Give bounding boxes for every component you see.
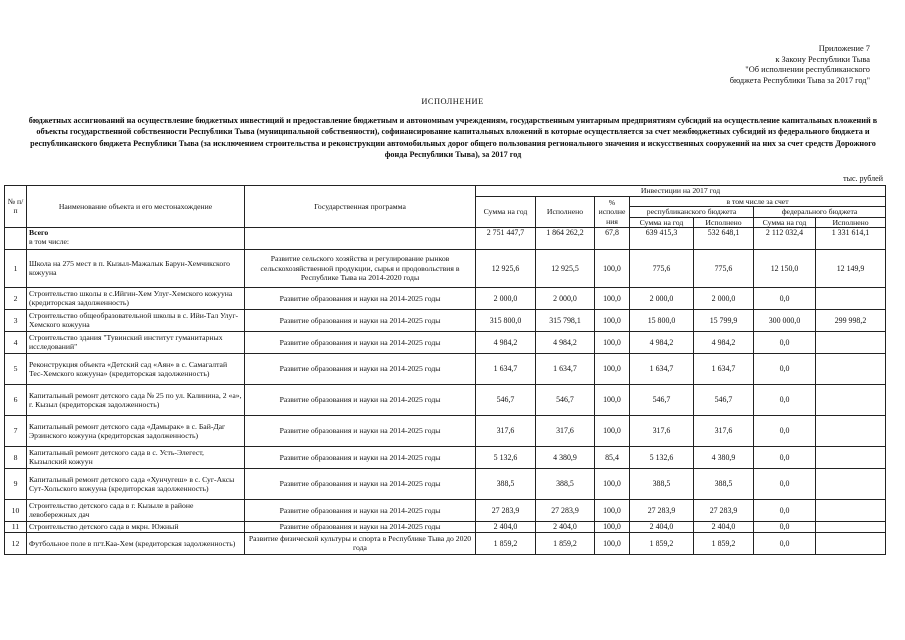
row-sum: 317,6 xyxy=(476,415,536,446)
row-fed-sum: 0,0 xyxy=(754,468,816,499)
row-program: Развитие образования и науки на 2014-2025 годы xyxy=(245,353,476,384)
row-pct: 100,0 xyxy=(595,415,630,446)
row-fed-exec xyxy=(816,532,886,554)
row-pct: 100,0 xyxy=(595,384,630,415)
row-sum: 4 984,2 xyxy=(476,331,536,353)
row-fed-sum: 0,0 xyxy=(754,499,816,521)
row-pct: 100,0 xyxy=(595,499,630,521)
row-rep-sum: 27 283,9 xyxy=(630,499,694,521)
document-title: ИСПОЛНЕНИЕ xyxy=(421,97,484,106)
row-fed-sum: 12 150,0 xyxy=(754,249,816,287)
row-rep-sum: 546,7 xyxy=(630,384,694,415)
header-fed-budget: федерального бюджета xyxy=(754,207,886,217)
row-num: 4 xyxy=(5,331,27,353)
investment-table xyxy=(4,185,886,555)
row-program: Развитие образования и науки на 2014-2025 годы xyxy=(245,309,476,331)
row-name: Капитальный ремонт детского сада «Хунчугеш» в с. Суг-Аксы Сут-Хольского кожууна (кредиторская задолженность) xyxy=(27,468,245,499)
row-sum: 2 000,0 xyxy=(476,287,536,309)
row-program: Развитие физической культуры и спорта в Республике Тыва до 2020 года xyxy=(245,532,476,554)
row-pct: 100,0 xyxy=(595,287,630,309)
header-rep-exec: Исполнено xyxy=(694,217,754,227)
row-sum: 546,7 xyxy=(476,384,536,415)
row-num: 7 xyxy=(5,415,27,446)
row-exec: 315 798,1 xyxy=(536,309,595,331)
row-num: 3 xyxy=(5,309,27,331)
row-rep-exec: 4 380,9 xyxy=(694,446,754,468)
table-row xyxy=(5,309,886,331)
row-fed-sum: 0,0 xyxy=(754,384,816,415)
total-sum: 2 751 447,7 xyxy=(476,227,536,249)
header-name: Наименование объекта и его местонахождение xyxy=(27,186,245,228)
row-num: 8 xyxy=(5,446,27,468)
table-row xyxy=(5,384,886,415)
row-fed-exec xyxy=(816,521,886,532)
row-rep-exec: 388,5 xyxy=(694,468,754,499)
header-percent: % исполне ния xyxy=(595,197,630,228)
row-exec: 2 404,0 xyxy=(536,521,595,532)
table-row xyxy=(5,521,886,532)
row-rep-sum: 2 000,0 xyxy=(630,287,694,309)
row-program: Развитие образования и науки на 2014-2025 годы xyxy=(245,521,476,532)
row-rep-exec: 27 283,9 xyxy=(694,499,754,521)
total-row xyxy=(5,227,886,249)
appendix-line: Приложение 7 xyxy=(818,44,870,53)
row-rep-exec: 1 634,7 xyxy=(694,353,754,384)
row-exec: 388,5 xyxy=(536,468,595,499)
row-name: Строительство детского сада в г. Кызыле в районе левобережных дач xyxy=(27,499,245,521)
total-rep-sum: 639 415,3 xyxy=(630,227,694,249)
row-num: 1 xyxy=(5,249,27,287)
table-row xyxy=(5,353,886,384)
header-sum: Сумма на год xyxy=(476,197,536,228)
row-program: Развитие образования и науки на 2014-2025 годы xyxy=(245,415,476,446)
row-program: Развитие образования и науки на 2014-2025 годы xyxy=(245,446,476,468)
row-sum: 315 800,0 xyxy=(476,309,536,331)
row-num: 6 xyxy=(5,384,27,415)
row-rep-exec: 775,6 xyxy=(694,249,754,287)
header-including: в том числе за счет xyxy=(630,197,886,207)
row-pct: 100,0 xyxy=(595,353,630,384)
row-rep-exec: 1 859,2 xyxy=(694,532,754,554)
row-fed-sum: 0,0 xyxy=(754,331,816,353)
row-num: 12 xyxy=(5,532,27,554)
row-sum: 2 404,0 xyxy=(476,521,536,532)
row-fed-sum: 0,0 xyxy=(754,287,816,309)
table-row xyxy=(5,532,886,554)
appendix-line: к Закону Республики Тыва xyxy=(775,54,870,64)
header-rep-budget: республиканского бюджета xyxy=(630,207,754,217)
total-fed-exec: 1 331 614,1 xyxy=(816,227,886,249)
row-rep-sum: 15 800,0 xyxy=(630,309,694,331)
row-rep-exec: 4 984,2 xyxy=(694,331,754,353)
row-num: 11 xyxy=(5,521,27,532)
table-row xyxy=(5,499,886,521)
row-pct: 100,0 xyxy=(595,309,630,331)
total-label-cell xyxy=(27,227,245,249)
row-pct: 100,0 xyxy=(595,521,630,532)
row-exec: 27 283,9 xyxy=(536,499,595,521)
appendix-line: "Об исполнении республиканского xyxy=(745,65,870,74)
row-num: 9 xyxy=(5,468,27,499)
row-rep-exec: 15 799,9 xyxy=(694,309,754,331)
document-subtitle: бюджетных ассигнований на осуществление бюджетных инвестиций и предоставление бюджетным и автономным учреждениям, государственным унитарным предприятиям субсидий на осуществление капитальных вложений в объекты государственной собственности Республики Тыва (муниципальной собственности), софинансирование капитальных вложений в которые осуществляется за счет межбюджетных субсидий из федерального бюджета и республиканского бюджета Республики Тыва (за исключением строительства и реконструкции автомобильных дорог общего пользования регионального значения и искусственных сооружений на них за счет средств Дорожного фонда Республики Тыва), за 2017 год xyxy=(28,116,878,160)
row-rep-exec: 2 000,0 xyxy=(694,287,754,309)
row-pct: 100,0 xyxy=(595,468,630,499)
row-rep-exec: 317,6 xyxy=(694,415,754,446)
table-row xyxy=(5,415,886,446)
row-exec: 1 859,2 xyxy=(536,532,595,554)
units-label: тыс. рублей xyxy=(843,174,883,183)
row-exec: 1 634,7 xyxy=(536,353,595,384)
row-name: Капитальный ремонт детского сада «Дамырак» в с. Бай-Даг Эрзинского кожууна (кредиторская задолженность) xyxy=(27,415,245,446)
total-rep-exec: 532 648,1 xyxy=(694,227,754,249)
row-pct: 85,4 xyxy=(595,446,630,468)
row-name: Капитальный ремонт детского сада № 25 по ул. Калинина, 2 «а», г. Кызыл (кредиторская задолженность) xyxy=(27,384,245,415)
row-fed-exec xyxy=(816,331,886,353)
row-fed-sum: 0,0 xyxy=(754,415,816,446)
row-sum: 27 283,9 xyxy=(476,499,536,521)
row-exec: 4 380,9 xyxy=(536,446,595,468)
row-rep-sum: 317,6 xyxy=(630,415,694,446)
row-num: 2 xyxy=(5,287,27,309)
row-sum: 1 859,2 xyxy=(476,532,536,554)
row-fed-sum: 0,0 xyxy=(754,532,816,554)
row-name: Строительство здания "Тувинский институт гуманитарных исследований" xyxy=(27,331,245,353)
total-label: Всего xyxy=(29,227,49,237)
table-row xyxy=(5,249,886,287)
row-fed-exec: 299 998,2 xyxy=(816,309,886,331)
row-name: Футбольное поле в пгт.Каа-Хем (кредиторская задолженность) xyxy=(27,532,245,554)
table-row xyxy=(5,287,886,309)
row-rep-sum: 4 984,2 xyxy=(630,331,694,353)
row-program: Развитие образования и науки на 2014-2025 годы xyxy=(245,384,476,415)
table-row xyxy=(5,446,886,468)
appendix-block xyxy=(640,44,870,86)
table-row xyxy=(5,331,886,353)
row-fed-exec xyxy=(816,415,886,446)
total-exec: 1 864 262,2 xyxy=(536,227,595,249)
total-fed-sum: 2 112 032,4 xyxy=(754,227,816,249)
row-fed-exec xyxy=(816,353,886,384)
row-program: Развитие образования и науки на 2014-2025 годы xyxy=(245,499,476,521)
total-pct: 67,8 xyxy=(595,227,630,249)
header-fed-exec: Исполнено xyxy=(816,217,886,227)
row-fed-sum: 0,0 xyxy=(754,521,816,532)
row-fed-exec xyxy=(816,468,886,499)
header-investments: Инвестиции на 2017 год xyxy=(476,186,886,197)
header-executed: Исполнено xyxy=(536,197,595,228)
row-num: 10 xyxy=(5,499,27,521)
total-program xyxy=(245,227,476,249)
row-name: Строительство детского сада в мкрн. Южный xyxy=(27,521,245,532)
table-body xyxy=(5,227,886,554)
row-name: Реконструкция объекта «Детский сад «Аян» в с. Самагалтай Тес-Хемского кожууна» (кредиторская задолженность) xyxy=(27,353,245,384)
row-name: Капитальный ремонт детского сада в с. Усть-Элегест, Кызылский кожуун xyxy=(27,446,245,468)
header-num: № п/п xyxy=(5,186,27,228)
row-rep-sum: 1 634,7 xyxy=(630,353,694,384)
row-exec: 4 984,2 xyxy=(536,331,595,353)
row-rep-sum: 775,6 xyxy=(630,249,694,287)
row-rep-exec: 546,7 xyxy=(694,384,754,415)
row-fed-sum: 0,0 xyxy=(754,446,816,468)
total-num xyxy=(5,227,27,249)
header-rep-sum: Сумма на год xyxy=(630,217,694,227)
row-program: Развитие сельского хозяйства и регулирование рынков сельскохозяйственной продукции, сырья и продовольствия в Республике Тыва на 2014-2020 годы xyxy=(245,249,476,287)
row-fed-sum: 0,0 xyxy=(754,353,816,384)
row-exec: 2 000,0 xyxy=(536,287,595,309)
row-fed-sum: 300 000,0 xyxy=(754,309,816,331)
row-fed-exec xyxy=(816,287,886,309)
row-fed-exec xyxy=(816,446,886,468)
row-name: Строительство общеобразовательной школы в с. Ийи-Тал Улуг-Хемского кожууна xyxy=(27,309,245,331)
table-row xyxy=(5,468,886,499)
row-rep-sum: 388,5 xyxy=(630,468,694,499)
row-pct: 100,0 xyxy=(595,249,630,287)
row-program: Развитие образования и науки на 2014-2025 годы xyxy=(245,287,476,309)
row-rep-exec: 2 404,0 xyxy=(694,521,754,532)
row-rep-sum: 2 404,0 xyxy=(630,521,694,532)
row-fed-exec: 12 149,9 xyxy=(816,249,886,287)
row-rep-sum: 5 132,6 xyxy=(630,446,694,468)
row-fed-exec xyxy=(816,499,886,521)
row-sum: 12 925,6 xyxy=(476,249,536,287)
row-num: 5 xyxy=(5,353,27,384)
row-sum: 5 132,6 xyxy=(476,446,536,468)
table-header xyxy=(5,186,886,228)
row-program: Развитие образования и науки на 2014-2025 годы xyxy=(245,331,476,353)
row-sum: 1 634,7 xyxy=(476,353,536,384)
row-sum: 388,5 xyxy=(476,468,536,499)
row-name: Строительство школы в с.Ийгин-Хем Улуг-Хемского кожууна (кредиторская задолженность) xyxy=(27,287,245,309)
row-pct: 100,0 xyxy=(595,532,630,554)
row-name: Школа на 275 мест в п. Кызыл-Мажалык Барун-Хемчикского кожууна xyxy=(27,249,245,287)
header-fed-sum: Сумма на год xyxy=(754,217,816,227)
row-pct: 100,0 xyxy=(595,331,630,353)
row-exec: 12 925,5 xyxy=(536,249,595,287)
appendix-line: бюджета Республики Тыва за 2017 год" xyxy=(729,75,870,85)
row-rep-sum: 1 859,2 xyxy=(630,532,694,554)
total-including: в том числе: xyxy=(29,237,70,247)
row-program: Развитие образования и науки на 2014-2025 годы xyxy=(245,468,476,499)
row-exec: 317,6 xyxy=(536,415,595,446)
row-fed-exec xyxy=(816,384,886,415)
row-exec: 546,7 xyxy=(536,384,595,415)
header-program: Государственная программа xyxy=(245,186,476,228)
